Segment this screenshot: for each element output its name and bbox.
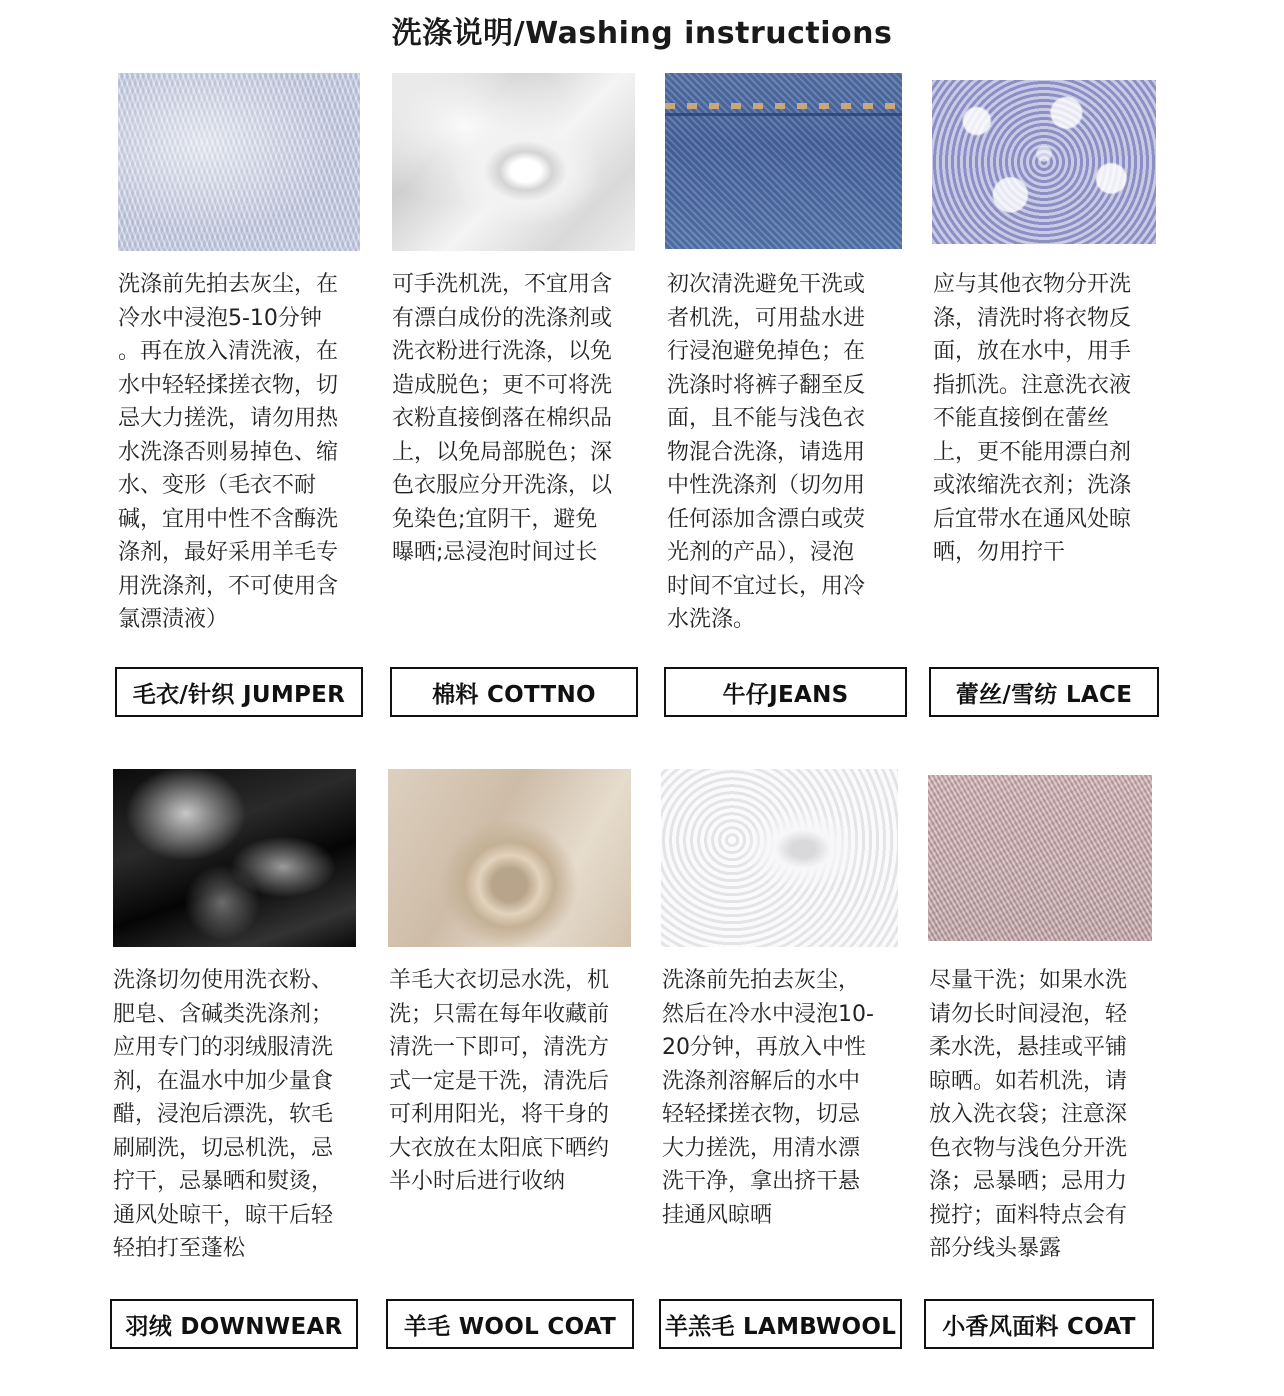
tweed-fabric-photo xyxy=(928,775,1152,941)
wool-description: 羊毛大衣切忌水洗，机 洗；只需在每年收藏前 清洗一下即可，清洗方 式一定是干洗，清洗后 可利用阳光，将干身的 大衣放在太阳底下晒约 半小时后进行收纳 xyxy=(389,968,610,1194)
knit-fabric-photo xyxy=(118,73,360,251)
jeans-description: 初次清洗避免干洗或 者机洗，可用盐水进 行浸泡避免掉色；在 洗涤时将裤子翻至反 面，且不能与浅色衣 物混合洗涤，请选用 中性洗涤剂（切勿用 任何添加含漂白或荧 光剂的产品），浸泡 时间不宜过长，用冷 水洗涤。 xyxy=(667,272,866,632)
page-title: 洗涤说明/Washing instructions xyxy=(391,16,893,51)
jumper-description: 洗涤前先拍去灰尘，在 冷水中浸泡5-10分钟 。再在放入清洗液，在 水中轻轻揉搓衣物，切 忌大力搓洗，请勿用热 水洗涤否则易掉色、缩 水、变形（毛衣不耐 碱，宜用中性不含酶洗 涤剂，最好采用羊毛专 用洗涤剂，不可使用含 氯漂渍液） xyxy=(118,272,339,632)
lambwool-label: 羊羔毛 LAMBWOOL xyxy=(659,1299,902,1349)
down-label: 羽绒 DOWNWEAR xyxy=(110,1299,358,1349)
cotton-label: 棉料 COTTNO xyxy=(390,667,638,717)
wool-fabric-photo xyxy=(388,769,631,947)
cotton-fabric-photo xyxy=(392,73,635,251)
denim-fabric-photo xyxy=(665,73,902,249)
down-fabric-photo xyxy=(113,769,356,947)
wool-label: 羊毛 WOOL COAT xyxy=(386,1299,634,1349)
lace-fabric-photo xyxy=(932,80,1156,244)
jumper-label: 毛衣/针织 JUMPER xyxy=(115,667,363,717)
lambwool-fabric-photo xyxy=(661,769,898,947)
lambwool-description: 洗涤前先拍去灰尘， 然后在冷水中浸泡10- 20分钟，再放入中性 洗涤剂溶解后的水中 轻轻揉搓衣物，切忌 大力搓洗，用清水漂 洗干净，拿出挤干悬 挂通风晾晒 xyxy=(662,968,874,1228)
denim-stitch-seam xyxy=(665,103,902,109)
lace-description: 应与其他衣物分开洗 涤，清洗时将衣物反 面，放在水中，用手 指抓洗。注意洗衣液 不能直接倒在蕾丝 上，更不能用漂白剂 或浓缩洗衣剂；洗涤 后宜带水在通风处晾 晒，勿用拧干 xyxy=(933,272,1132,565)
coat-label: 小香风面料 COAT xyxy=(924,1299,1154,1349)
coat-description: 尽量干洗；如果水洗 请勿长时间浸泡，轻 柔水洗，悬挂或平铺 晾晒。如若机洗，请 放入洗衣袋；注意深 色衣物与浅色分开洗 涤；忌暴晒；忌用力 搅拧；面料特点会有 部分线头暴露 xyxy=(929,968,1128,1261)
cotton-description: 可手洗机洗，不宜用含 有漂白成份的洗涤剂或 洗衣粉进行洗涤，以免 造成脱色；更不可将洗 衣粉直接倒落在棉织品 上，以免局部脱色；深 色衣服应分开洗涤，以 免染色;宜阴干，避免 曝晒;忌浸泡时间过长 xyxy=(392,272,613,565)
down-description: 洗涤切勿使用洗衣粉、 肥皂、含碱类洗涤剂； 应用专门的羽绒服清洗 剂，在温水中加少量食 醋，浸泡后漂洗，软毛 刷刷洗，切忌机洗，忌 拧干，忌暴晒和熨烫， 通风处晾干，晾干后轻 轻拍打至蓬松 xyxy=(113,968,334,1261)
lace-label: 蕾丝/雪纺 LACE xyxy=(929,667,1159,717)
jeans-label: 牛仔JEANS xyxy=(664,667,907,717)
denim-seam-line xyxy=(665,113,902,116)
